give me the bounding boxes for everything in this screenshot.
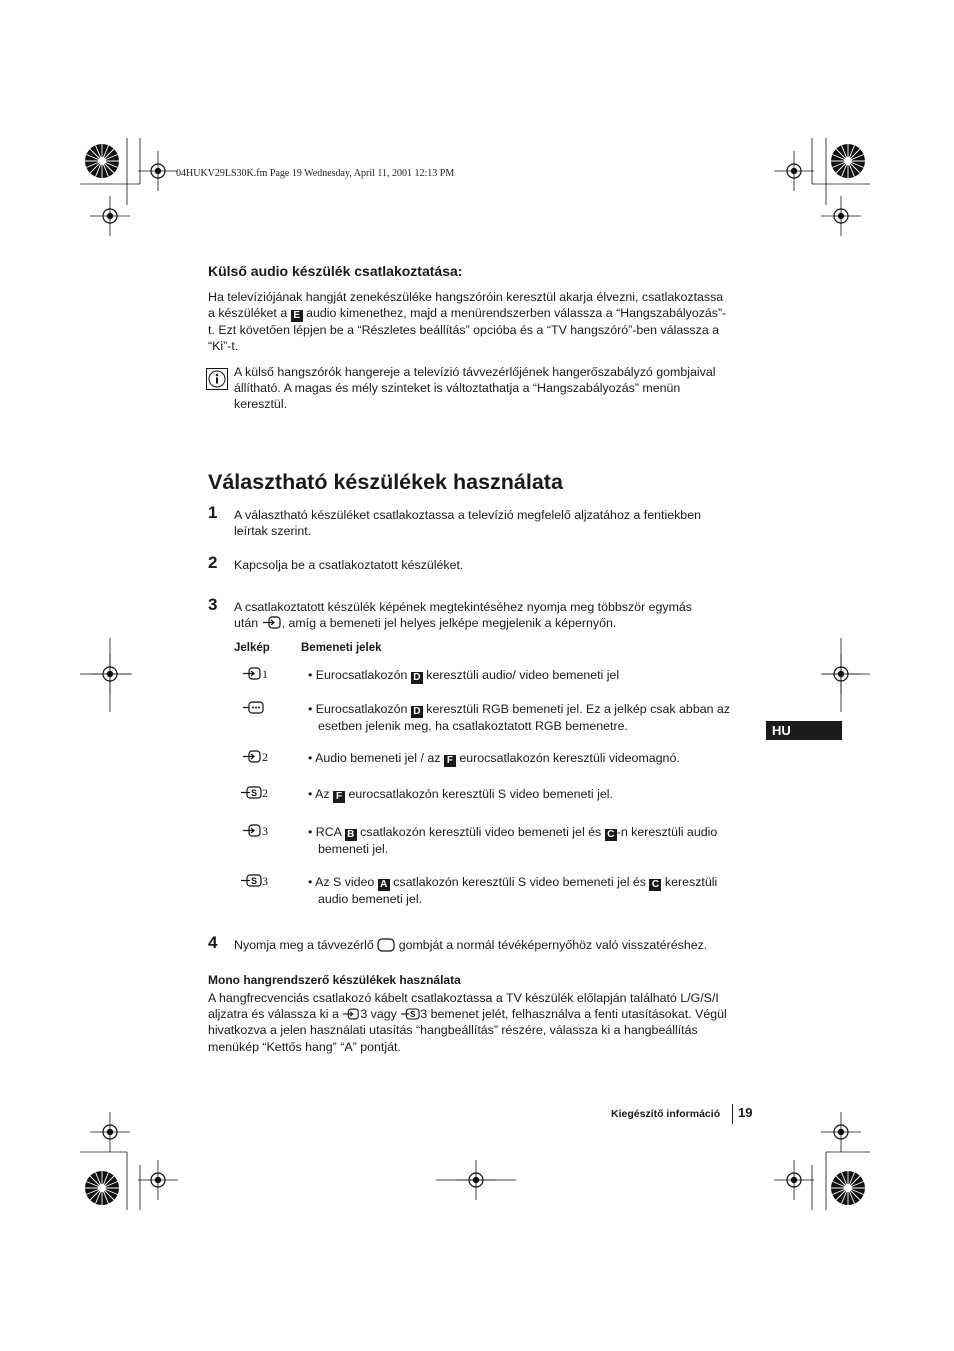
note-text: A külső hangszórók hangereje a televízió távvezérlőjének hangerőszabályzó gombjaival állítható. A magas és mély szinteket is változtathatja a “Hangszabályozás” menün keresztül.: [234, 365, 716, 412]
input-2-icon: [242, 750, 262, 763]
page-title: Választható készülékek használata: [208, 470, 563, 494]
table-header-symbol: Jelkép: [234, 642, 270, 654]
rgb-input-icon: [242, 701, 264, 714]
table-row-symbol: 2: [242, 750, 268, 765]
connector-letter: E: [291, 310, 303, 322]
step-text: A csatlakoztatott készülék képének megtekintéséhez nyomja meg többször egymás után , amíg a bemeneti jel helyes jelképe megjelenik a képernyőn.: [234, 600, 693, 631]
step-number: 4: [208, 933, 218, 952]
s-video-input-icon: [240, 874, 262, 887]
registration-star: [831, 1171, 865, 1205]
s-video-input-icon: [400, 1008, 420, 1020]
input-1-icon: [242, 667, 262, 680]
section-title: Mono hangrendszerő készülékek használata: [208, 973, 461, 987]
language-tab: HU: [766, 721, 842, 740]
table-row-text: • RCA B csatlakozón keresztüli video bemeneti jel és C -n keresztüli audio bemeneti jel.: [308, 825, 718, 856]
table-row-symbol: [242, 701, 264, 716]
file-header: 04HUKV29LS30K.fm Page 19 Wednesday, April 11, 2001 12:13 PM: [176, 168, 455, 179]
tv-button-icon: [377, 938, 395, 952]
registration-star: [831, 144, 865, 178]
svg-text:S: S: [251, 788, 258, 798]
table-row-symbol: S 2: [240, 786, 268, 801]
table-row-symbol: S 3: [240, 874, 268, 889]
table-row-symbol: 1: [242, 667, 268, 682]
step-number: 1: [208, 503, 218, 522]
section-paragraph: Ha televíziójának hangját zenekészüléke hangszóróin keresztül akarja élvezni, csatlakoztassa a készüléket a E audio kimenethez, majd a menürendszerben válassza a “Hangszabályozás”- t. Ezt követően lépjen be a “Részletes beállítás” opcióba és a “TV hangszóró”-ben válassza a “Ki”-t.: [208, 290, 727, 354]
step-text: Kapcsolja be a csatlakoztatott készüléket.: [234, 558, 464, 572]
footer-divider: [732, 1104, 733, 1124]
input-3-icon: [342, 1008, 360, 1020]
table-row-text: • Eurocsatlakozón D keresztüli audio/ video bemeneti jel: [308, 668, 620, 683]
footer-section-label: Kiegészítő információ: [611, 1108, 721, 1120]
step-number: 2: [208, 553, 218, 572]
table-row-text: • Az F eurocsatlakozón keresztüli S video bemeneti jel.: [308, 787, 613, 802]
input-select-icon: [262, 616, 282, 629]
table-row-text: • Eurocsatlakozón D keresztüli RGB bemeneti jel. Ez a jelkép csak abban az esetben jelenik meg, ha csatlakoztatott RGB bemenetre.: [308, 702, 731, 733]
section-paragraph: A hangfrecvenciás csatlakozó kábelt csatlakoztassa a TV készülék előlapján található L/G/S/I aljzatra és válassza ki a 3 vagy S 3 bemenet jelét, felhasználva a fenti utasításokat. Végül hivatkozva a jelen használati utasítás “hangbeállítás” részére, válassza ki a hangbeállítás menükép “Kettős hang” “A” pontját.: [208, 991, 727, 1054]
info-icon: [206, 368, 228, 390]
registration-star: [85, 144, 119, 178]
table-row-symbol: 3: [242, 824, 268, 839]
s-video-input-icon: [240, 786, 262, 799]
table-row-text: • Audio bemeneti jel / az F eurocsatlakozón keresztüli videomagnó.: [308, 751, 680, 766]
section-title: Külső audio készülék csatlakoztatása:: [208, 263, 463, 279]
step-text: A választható készüléket csatlakoztassa a televízió megfelelő aljzatához a fentiekben leírtak szerint.: [234, 508, 701, 539]
table-header-signals: Bemeneti jelek: [301, 642, 382, 654]
input-3-icon: [242, 824, 262, 837]
registration-star: [85, 1171, 119, 1205]
page-number: 19: [738, 1105, 753, 1120]
table-row-text: • Az S video A csatlakozón keresztüli S video bemeneti jel és C keresztüli audio bemeneti jel.: [308, 875, 718, 906]
step-text: Nyomja meg a távvezérlő gombját a normál tévéképernyőhöz való visszatéréshez.: [234, 938, 708, 952]
svg-text:S: S: [251, 876, 258, 886]
step-number: 3: [208, 595, 218, 614]
svg-text:S: S: [410, 1010, 416, 1020]
